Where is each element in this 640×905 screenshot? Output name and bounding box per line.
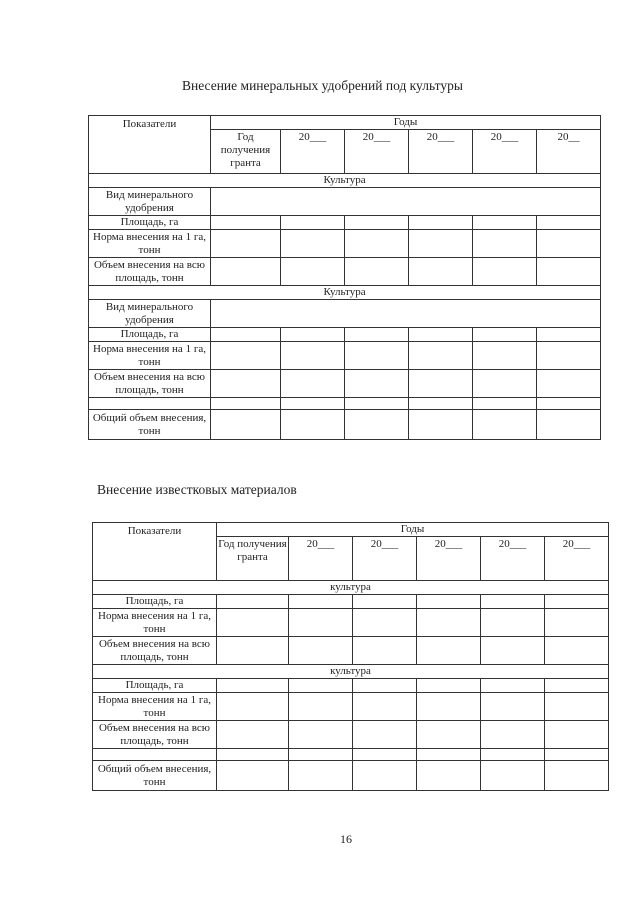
data-cell: [353, 609, 417, 637]
years-header: Годы: [211, 116, 601, 130]
data-cell: [353, 749, 417, 761]
data-cell: [537, 398, 601, 410]
data-cell: [281, 342, 345, 370]
data-cell: [417, 693, 481, 721]
data-cell: [217, 637, 289, 665]
data-cell: [409, 258, 473, 286]
data-cell: [281, 398, 345, 410]
row-label-area: Площадь, га: [89, 328, 211, 342]
data-cell: [217, 679, 289, 693]
data-cell: [537, 410, 601, 440]
data-cell: [473, 398, 537, 410]
crop-section-label: Культура: [89, 174, 601, 188]
data-cell: [545, 679, 609, 693]
data-cell: [289, 637, 353, 665]
data-cell: [345, 328, 409, 342]
row-label-volume: Объем внесения на всю площадь, тонн: [93, 721, 217, 749]
data-cell: [545, 761, 609, 791]
data-cell: [481, 761, 545, 791]
data-cell: [211, 370, 281, 398]
row-label-rate: Норма внесения на 1 га, тонн: [89, 342, 211, 370]
data-cell: [345, 216, 409, 230]
data-cell: [473, 410, 537, 440]
data-cell: [289, 595, 353, 609]
data-cell: [417, 721, 481, 749]
data-cell: [409, 410, 473, 440]
data-cell: [473, 328, 537, 342]
data-cell: [281, 370, 345, 398]
data-cell: [545, 721, 609, 749]
row-label-volume: Объем внесения на всю площадь, тонн: [89, 370, 211, 398]
data-cell: [217, 595, 289, 609]
crop-section-label: культура: [93, 665, 609, 679]
data-cell: [545, 595, 609, 609]
data-cell: [537, 328, 601, 342]
data-cell: [211, 300, 601, 328]
data-cell: [217, 693, 289, 721]
data-cell: [537, 258, 601, 286]
data-cell: [353, 693, 417, 721]
data-cell: [481, 679, 545, 693]
data-cell: [473, 216, 537, 230]
row-label-total: Общий объем внесения, тонн: [89, 410, 211, 440]
data-cell: [211, 328, 281, 342]
data-cell: [345, 410, 409, 440]
year-cell: 20___: [289, 537, 353, 581]
data-cell: [481, 609, 545, 637]
data-cell: [345, 370, 409, 398]
year-cell: 20___: [545, 537, 609, 581]
data-cell: [545, 609, 609, 637]
data-cell: [345, 230, 409, 258]
years-header: Годы: [217, 523, 609, 537]
row-label-rate: Норма внесения на 1 га, тонн: [93, 609, 217, 637]
row-label-volume: Объем внесения на всю площадь, тонн: [93, 637, 217, 665]
data-cell: [473, 370, 537, 398]
data-cell: [217, 609, 289, 637]
data-cell: [481, 595, 545, 609]
data-cell: [353, 721, 417, 749]
data-cell: [353, 595, 417, 609]
row-label-volume: Объем внесения на всю площадь, тонн: [89, 258, 211, 286]
data-cell: [417, 637, 481, 665]
data-cell: [545, 693, 609, 721]
mineral-fertilizers-table: [88, 115, 601, 440]
row-label-fertilizer-type: Вид минерального удобрения: [89, 300, 211, 328]
data-cell: [289, 749, 353, 761]
data-cell: [289, 693, 353, 721]
data-cell: [417, 761, 481, 791]
data-cell: [409, 370, 473, 398]
row-label-area: Площадь, га: [89, 216, 211, 230]
data-cell: [545, 749, 609, 761]
year-cell: 20___: [473, 130, 537, 174]
data-cell: [537, 216, 601, 230]
year-cell: 20__: [537, 130, 601, 174]
row-label-total: Общий объем внесения, тонн: [93, 761, 217, 791]
data-cell: [281, 230, 345, 258]
data-cell: [417, 749, 481, 761]
page-number: 16: [340, 832, 352, 846]
data-cell: [217, 721, 289, 749]
row-label-rate: Норма внесения на 1 га, тонн: [89, 230, 211, 258]
data-cell: [281, 328, 345, 342]
data-cell: [211, 410, 281, 440]
data-cell: [409, 216, 473, 230]
data-cell: [481, 637, 545, 665]
data-cell: [345, 398, 409, 410]
data-cell: [537, 370, 601, 398]
data-cell: [217, 761, 289, 791]
year-cell: 20___: [481, 537, 545, 581]
year-cell: 20___: [409, 130, 473, 174]
row-label-fertilizer-type: Вид минерального удобрения: [89, 188, 211, 216]
data-cell: [473, 258, 537, 286]
data-cell: [211, 188, 601, 216]
data-cell: [409, 342, 473, 370]
data-cell: [217, 749, 289, 761]
year-cell-grant: Год получения гранта: [217, 537, 289, 581]
data-cell: [345, 342, 409, 370]
data-cell: [289, 609, 353, 637]
data-cell: [417, 679, 481, 693]
data-cell: [353, 679, 417, 693]
data-cell: [289, 721, 353, 749]
data-cell: [473, 230, 537, 258]
data-cell: [409, 398, 473, 410]
data-cell: [281, 258, 345, 286]
empty-cell: [93, 749, 217, 761]
data-cell: [481, 749, 545, 761]
data-cell: [537, 230, 601, 258]
data-cell: [289, 761, 353, 791]
data-cell: [481, 721, 545, 749]
indicators-header: Показатели: [89, 116, 211, 174]
data-cell: [281, 410, 345, 440]
data-cell: [345, 258, 409, 286]
data-cell: [353, 761, 417, 791]
table2-title: Внесение известковых материалов: [97, 482, 297, 497]
data-cell: [481, 693, 545, 721]
year-cell: 20___: [353, 537, 417, 581]
data-cell: [211, 398, 281, 410]
lime-materials-table: [92, 522, 609, 791]
year-cell: 20___: [281, 130, 345, 174]
data-cell: [537, 342, 601, 370]
data-cell: [409, 230, 473, 258]
data-cell: [473, 342, 537, 370]
data-cell: [409, 328, 473, 342]
year-cell: 20___: [345, 130, 409, 174]
data-cell: [417, 595, 481, 609]
row-label-area: Площадь, га: [93, 679, 217, 693]
data-cell: [417, 609, 481, 637]
row-label-area: Площадь, га: [93, 595, 217, 609]
data-cell: [281, 216, 345, 230]
data-cell: [211, 230, 281, 258]
data-cell: [211, 342, 281, 370]
year-cell: 20___: [417, 537, 481, 581]
crop-section-label: Культура: [89, 286, 601, 300]
data-cell: [211, 258, 281, 286]
row-label-rate: Норма внесения на 1 га, тонн: [93, 693, 217, 721]
empty-cell: [89, 398, 211, 410]
year-cell-grant: Год получения гранта: [211, 130, 281, 174]
data-cell: [353, 637, 417, 665]
data-cell: [211, 216, 281, 230]
data-cell: [289, 679, 353, 693]
indicators-header: Показатели: [93, 523, 217, 581]
data-cell: [545, 637, 609, 665]
crop-section-label: культура: [93, 581, 609, 595]
table1-title: Внесение минеральных удобрений под культуры: [182, 78, 463, 93]
